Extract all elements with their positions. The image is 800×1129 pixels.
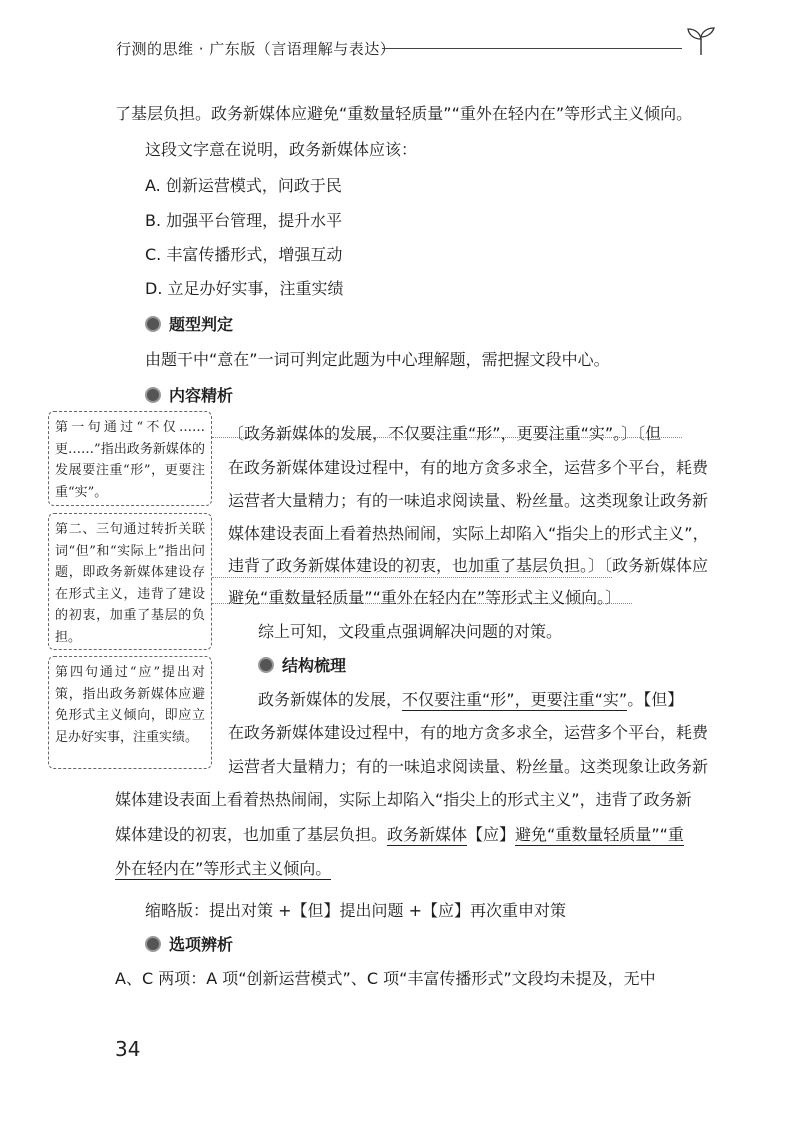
question-stem: 这段文字意在说明，政务新媒体应该： <box>145 140 418 159</box>
structure-text: 媒体建设的初衷，也加重了基层负担。 <box>115 825 388 844</box>
option-a: A. 创新运营模式，问政于民 <box>145 176 342 195</box>
underlined-key-phrase: 不仅要注重“形”，更要注重“实” <box>402 690 628 709</box>
section-badge-icon <box>145 936 161 952</box>
section-title-content-analysis: 内容精析 <box>145 386 233 406</box>
structure-marker: 。【但】 <box>627 690 684 709</box>
section-badge-icon <box>145 387 161 403</box>
analysis-line-6: 避免“重数量轻质量”“重外在轻内在”等形式主义倾向。〕 <box>228 588 622 607</box>
option-d: D. 立足办好实事，注重实绩 <box>145 279 344 298</box>
underlined-subject: 政务新媒体 <box>387 825 468 844</box>
analysis-line-4: 媒体建设表面上看着热热闹闹，实际上却陷入“指尖上的形式主义”， <box>228 524 709 543</box>
analysis-line-3: 运营者大量精力；有的一味追求阅读量、粉丝量。这类现象让政务新 <box>228 491 709 510</box>
side-note-2: 第二、三句通过转折关联词“但”和“实际上”指出问题，即政务新媒体建设存在形式主义，违背了建设的初衷，加重了基层的负担。 <box>48 513 212 650</box>
analysis-line-2: 在政务新媒体建设过程中，有的地方贪多求全，运营多个平台，耗费 <box>228 458 709 477</box>
connector-line-2 <box>212 577 612 578</box>
option-analysis-text: A、C 两项：A 项“创新运营模式”、C 项“丰富传播形式”文段均未提及，无中 <box>115 969 656 988</box>
side-note-3: 第四句通过“应”提出对策，指出政务新媒体应避免形式主义倾向，即应立足办好实事，注重实绩。 <box>48 656 212 769</box>
side-note-1: 第一句通过“不仅……更……”指出政务新媒体的发展要注重“形”，更要注重“实”。 <box>48 411 212 506</box>
header-rule <box>382 48 682 49</box>
option-b: B. 加强平台管理，提升水平 <box>145 211 343 230</box>
structure-line-3: 运营者大量精力；有的一味追求阅读量、粉丝量。这类现象让政务新 <box>228 757 709 776</box>
structure-line-4: 媒体建设表面上看着热热闹闹，实际上却陷入“指尖上的形式主义”，违背了政务新 <box>115 790 692 809</box>
structure-line-2: 在政务新媒体建设过程中，有的地方贪多求全，运营多个平台，耗费 <box>228 723 709 742</box>
section-title-structure: 结构梳理 <box>258 656 346 676</box>
section-title-option-analysis: 选项辨析 <box>145 935 233 955</box>
page-number: 34 <box>115 1037 141 1061</box>
section-badge-icon <box>258 657 274 673</box>
underlined-countermeasure: 避免“重数量轻质量”“重 <box>515 825 684 844</box>
section-badge-icon <box>145 316 161 332</box>
passage-last-line: 了基层负担。政务新媒体应避免“重数量轻质量”“重外在轻内在”等形式主义倾向。 <box>115 104 693 123</box>
structure-line-6 <box>115 859 331 879</box>
underlined-countermeasure-cont: 外在轻内在”等形式主义倾向。 <box>115 859 332 878</box>
structure-line-5 <box>115 825 684 845</box>
structure-line-1 <box>258 690 683 710</box>
analysis-line-1: 〔政务新媒体的发展，不仅要注重“形”，更要注重“实”。〕〔但 <box>228 424 662 443</box>
section-title-question-type: 题型判定 <box>145 315 233 335</box>
analysis-summary: 综上可知，文段重点强调解决问题的对策。 <box>258 622 563 641</box>
sprout-icon <box>684 26 718 56</box>
structure-short-version: 缩略版：提出对策 +【但】提出问题 +【应】再次重申对策 <box>145 901 566 920</box>
option-c: C. 丰富传播形式，增强互动 <box>145 245 343 264</box>
analysis-line-5: 违背了政务新媒体建设的初衷，也加重了基层负担。〕〔政务新媒体应 <box>228 556 709 575</box>
structure-text: 政务新媒体的发展， <box>258 690 403 709</box>
structure-marker: 【应】 <box>467 825 516 844</box>
running-header: 行测的思维 · 广东版（言语理解与表达） <box>116 40 396 58</box>
question-type-text: 由题干中“意在”一词可判定此题为中心理解题，需把握文段中心。 <box>145 350 610 369</box>
